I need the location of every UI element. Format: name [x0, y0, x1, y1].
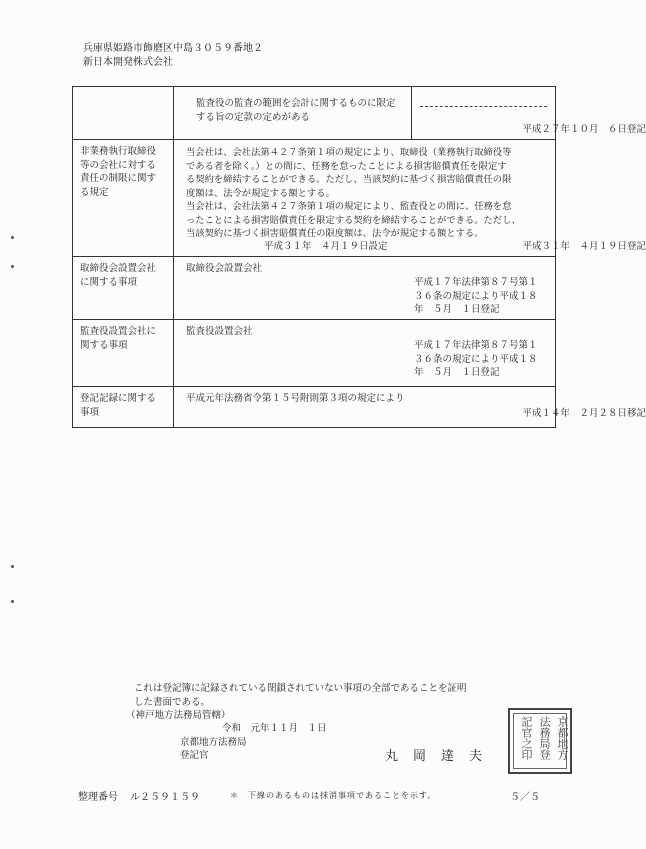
margin-dot: [11, 565, 14, 568]
label-line: 関する事項: [80, 339, 128, 351]
body-line: 監査役の監査の範囲を会計に関するものに限定: [196, 98, 396, 109]
table-row: [73, 387, 556, 428]
row-content: [174, 140, 646, 257]
label-line: 登記記録に関する: [80, 393, 157, 404]
registry-table: [72, 86, 646, 428]
row-label: [73, 140, 174, 257]
label-line: 監査役設置会社に: [80, 326, 157, 337]
company-address: 兵庫県姫路市飾磨区中島３０５９番地２: [83, 43, 263, 54]
issuing-office: 京都地方法務局: [180, 737, 247, 748]
body-line: 当該契約に基づく損害賠償責任の限度額は、法令が規定する額とする。: [186, 228, 484, 239]
margin-dot: [11, 600, 14, 603]
body-line: 度額は、法令が規定する額とする。: [186, 187, 335, 199]
label-line: に関する事項: [80, 276, 138, 288]
body-line: る契約を締結することができる。ただし、当該契約に基づく損害賠償責任の限: [186, 174, 512, 185]
official-seal: [508, 708, 572, 774]
label-line: 責任の制限に関す: [80, 173, 157, 184]
deletion-notice: ＊ 下線のあるものは抹消事項であることを示す。: [230, 791, 437, 800]
body-line: 平成元年法務省令第１５号附則第３項の規定により: [186, 393, 405, 404]
label-line: る規定: [80, 186, 109, 198]
seal-text: 法務局登: [538, 716, 551, 760]
body-line: ったことによる損害賠償責任を限定する契約を締結することができる。ただし、: [186, 214, 521, 226]
seal-text: 記官之印: [520, 716, 533, 760]
seal-text: 京都地方: [556, 716, 569, 760]
table-row: [73, 320, 556, 387]
officer-title: 登記官: [180, 750, 209, 761]
label-line: 取締役会設置会社: [80, 263, 157, 274]
body-line: 当会社は、会社法第４２７条第１項の規定により、取締役（業務執行取締役等: [186, 147, 512, 158]
table-row: [73, 140, 556, 257]
body-line: である者を除く。）との間に、任務を怠ったことによる損害賠償責任を限定す: [186, 160, 507, 172]
registered-date: 平成３１年 ４月１９日登記: [522, 241, 646, 252]
set-date: 平成３１年 ４月１９日設定: [264, 241, 388, 252]
row-label: [73, 387, 174, 428]
body-line: する旨の定款の定めがある: [196, 111, 311, 123]
margin-dot: [11, 265, 14, 268]
margin-dot: [11, 236, 14, 239]
note-line: 平成１７年法律第８７号第１: [414, 340, 538, 351]
row-label: [73, 257, 174, 320]
body-line: 当会社は、会社法第４２７条第１項の規定により、監査役との間に、任務を怠: [186, 201, 512, 212]
note-line: 年 ５月 １日登記: [414, 367, 500, 378]
body-line: 監査役設置会社: [186, 326, 253, 337]
header-block: [83, 42, 263, 70]
column-divider: [411, 87, 412, 139]
row-content: [174, 387, 646, 428]
label-line: 事項: [80, 406, 100, 418]
underline-dashes: [420, 106, 547, 107]
note-line: 年 ５月 １日登記: [414, 304, 500, 315]
label-line: 非業務執行取締役: [80, 146, 157, 157]
note-line: ３６条の規定により平成１８: [414, 290, 538, 302]
certification-line: した書面である。: [134, 696, 211, 708]
certification-date: 令和 元年１１月 １日: [222, 723, 327, 734]
note-line: 平成１７年法律第８７号第１: [414, 277, 538, 288]
label-line: 等の会社に対する: [80, 159, 157, 171]
company-name: 新日本開発株式会社: [83, 57, 173, 68]
row-content: [174, 87, 646, 140]
jurisdiction-line: （神戸地方法務局管轄）: [126, 710, 231, 721]
body-line: 取締役会設置会社: [186, 263, 263, 274]
officer-name: 丸岡達夫: [385, 749, 498, 764]
table-row: [73, 257, 556, 320]
certification-line: これは登記簿に記録されている閉鎖されていない事項の全部であることを証明: [134, 683, 467, 694]
row-content: [174, 320, 556, 387]
registered-date: 平成１４年 ２月２８日移記: [522, 408, 646, 419]
registered-date: 平成２７年１０月 ６日登記: [522, 124, 646, 135]
page-number: ５／５: [510, 792, 540, 803]
reference-label: 整理番号: [78, 792, 118, 803]
row-content: [174, 257, 556, 320]
row-label: [73, 320, 174, 387]
note-line: ３６条の規定により平成１８: [414, 353, 538, 365]
row-label: [73, 87, 174, 140]
certification-text: [126, 682, 467, 723]
reference-number: ル２５９１５９: [130, 792, 200, 803]
table-row: [73, 87, 556, 140]
